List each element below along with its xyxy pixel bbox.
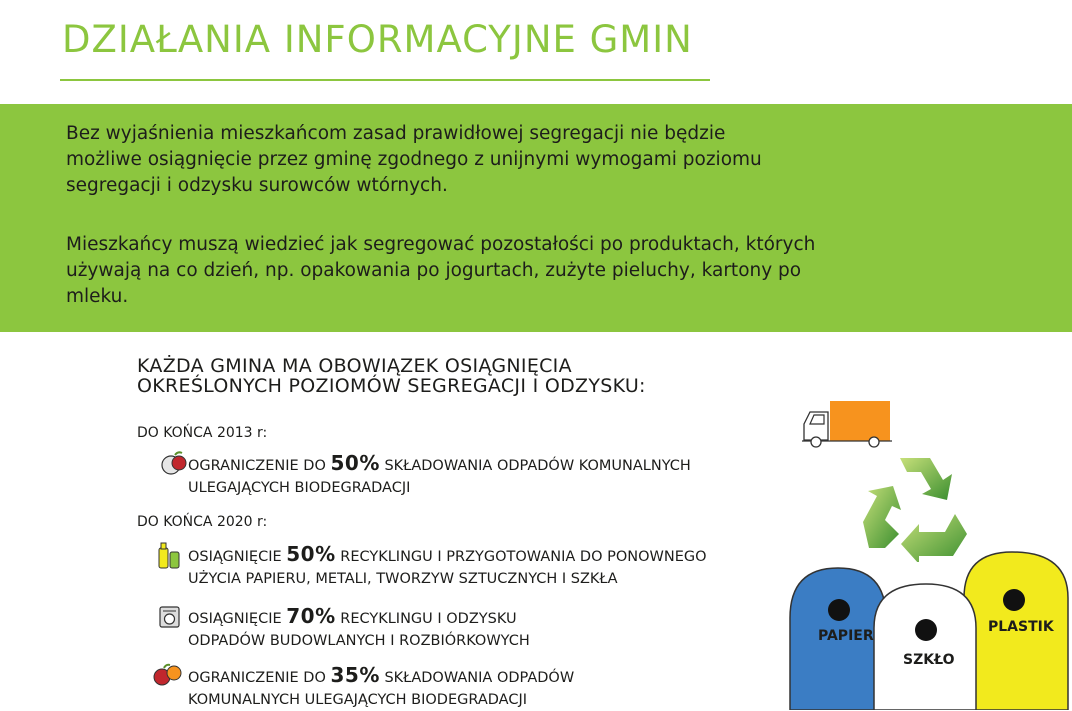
item-text: RECYKLINGU I PRZYGOTOWANIA DO PONOWNEGO (335, 549, 707, 565)
item-text-line2: ODPADÓW BUDOWLANYCH I ROZBIÓRKOWYCH (188, 633, 530, 649)
item-text: OGRANICZENIE DO (188, 458, 331, 474)
item-text-line2: ULEGAJĄCYCH BIODEGRADACJI (188, 480, 411, 496)
obligations-heading-line2: OKREŚLONYCH POZIOMÓW SEGREGACJI I ODZYSKU: (137, 375, 646, 397)
recycle-icon (855, 452, 975, 562)
item-text-line2: KOMUNALNYCH ULEGAJĄCYCH BIODEGRADACJI (188, 692, 528, 708)
bin-label-glass: SZKŁO (903, 652, 955, 668)
truck-icon (800, 398, 900, 450)
apple-core-icon (160, 450, 188, 476)
item-text: SKŁADOWANIA ODPADÓW (379, 670, 575, 686)
bin-label-paper: PAPIER (818, 628, 874, 644)
page-title: DZIAŁANIA INFORMACYJNE GMIN (62, 18, 693, 61)
item-text: OSIĄGNIĘCIE (188, 611, 287, 627)
item-percent: 50% (286, 542, 336, 566)
item-text: OGRANICZENIE DO (188, 670, 331, 686)
obligation-item-1 (188, 452, 691, 499)
item-text: RECYKLINGU I ODZYSKU (335, 611, 517, 627)
item-text: SKŁADOWANIA ODPADÓW KOMUNALNYCH (379, 458, 691, 474)
washing-machine-icon (158, 605, 182, 629)
item-text: OSIĄGNIĘCIE (188, 549, 287, 565)
obligation-item-3 (188, 605, 530, 652)
intro-band (0, 104, 1072, 332)
title-underline (60, 79, 710, 81)
item-percent: 50% (330, 451, 380, 475)
obligations-heading-line1: KAŻDA GMINA MA OBOWIĄZEK OSIĄGNIĘCIA (137, 355, 572, 377)
item-percent: 70% (286, 604, 336, 628)
item-text-line2: UŻYCIA PAPIERU, METALI, TWORZYW SZTUCZNYCH I SZKŁA (188, 571, 618, 587)
bin-label-plastic: PLASTIK (988, 619, 1054, 635)
item-percent: 35% (330, 663, 380, 687)
bottle-icon (156, 540, 184, 570)
intro-paragraph-1: Bez wyjaśnienia mieszkańcom zasad prawidłowej segregacji nie będzie możliwe osiągnięcie przez gminę zgodnego z unijnymi wymogami poziomu segregacji i odzysku surowców wtórnych. (66, 123, 762, 196)
obligation-item-2 (188, 543, 707, 590)
obligations-heading (137, 356, 646, 396)
obligation-item-4 (188, 664, 574, 711)
period-2013: DO KOŃCA 2013 r: (137, 425, 268, 441)
period-2020: DO KOŃCA 2020 r: (137, 514, 268, 530)
food-waste-icon (152, 662, 188, 688)
intro-paragraph-2: Mieszkańcy muszą wiedzieć jak segregować pozostałości po produktach, których używają na co dzień, np. opakowania po jogurtach, zużyte pieluchy, kartony po mleku. (66, 234, 816, 307)
